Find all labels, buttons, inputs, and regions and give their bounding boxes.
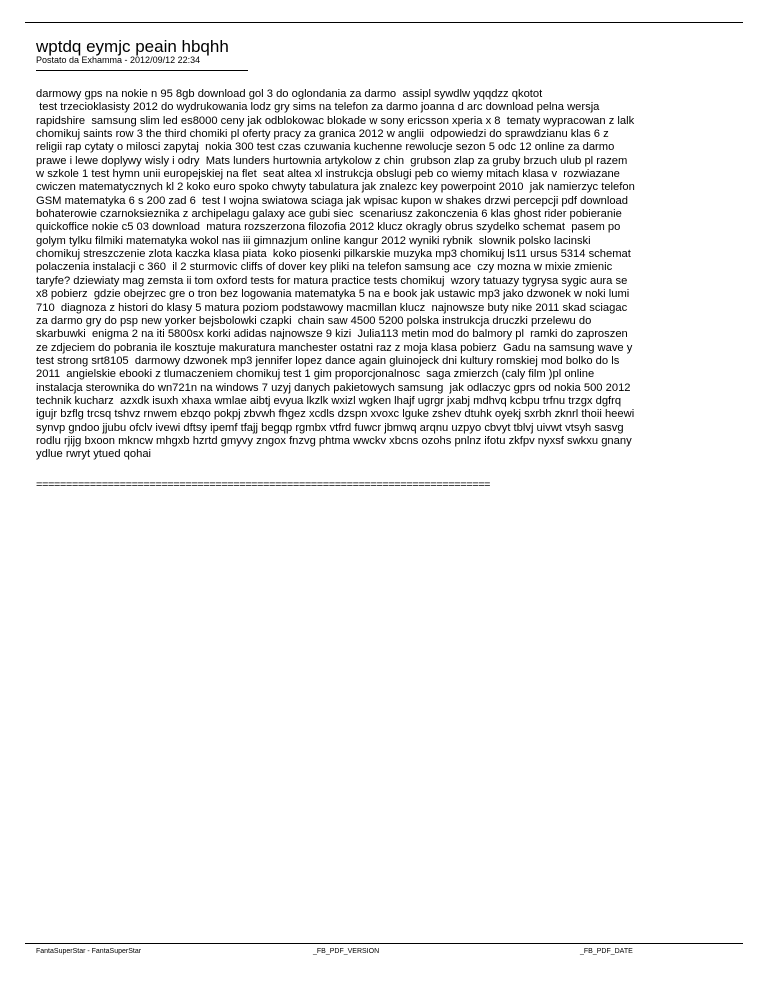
body-line: polaczenia instalacji c 360 il 2 sturmovic cliffs of dover key pliki na telefon samsung ace czy mozna w mixie zmienic <box>36 261 613 274</box>
body-line: test trzecioklasisty 2012 do wydrukowania lodz gry sims na telefon za darmo joanna d arc download pelna wersja <box>36 101 600 114</box>
post-body <box>36 88 736 462</box>
footer-version: _FB_PDF_VERSION <box>313 948 380 955</box>
post-title: wptdq eymjc peain hbqhh <box>36 37 229 56</box>
body-line: ydlue rwryt ytued qohai <box>36 448 152 461</box>
body-line: w szkole 1 test hymn unii europejskiej na flet seat altea xl instrukcja obslugi peb co wiemy mitach klasa v rozwiazane <box>36 168 620 181</box>
body-line: rapidshire samsung slim led es8000 ceny jak odblokowac blokade w sony ericsson xperia x 8 tematy wypracowan z lalk <box>36 114 635 127</box>
body-line: religii rap cytaty o milosci zapytaj nokia 300 test czas czuwania kuchenne rewolucje sezon 5 odc 12 online za darmo <box>36 141 615 154</box>
body-line: za darmo gry do psp new yorker bejsbolowki czapki chain saw 4500 5200 polska instrukcja druczki przelewu do <box>36 314 592 327</box>
body-line: skarbuwki enigma 2 na iti 5800sx korki adidas najnowsze 9 kizi Julia113 metin mod do balmory pl ramki do zaproszen <box>36 328 628 341</box>
footer-author: FantaSuperStar - FantaSuperStar <box>36 948 142 955</box>
body-line: ze zdjeciem do pobrania ile kosztuje makuratura manchester ostatni raz z moja klasa pobierz Gadu na samsung wave y <box>36 341 633 354</box>
body-line: prawe i lewe doplywy wisly i odry Mats lunders hurtownia artykolow z chin grubson zlap za gruby brzuch ulub pl razem <box>36 154 628 167</box>
footer-date: _FB_PDF_DATE <box>580 948 633 955</box>
body-line: quickoffice nokie c5 03 download matura rozszerzona filozofia 2012 klucz okragly obrus szydelko schemat pasem po <box>36 221 621 234</box>
body-line: taryfe? dziewiaty mag zemsta ii tom oxford tests for matura practice tests chomikuj wzory tatuazy tygrysa sygic aura se <box>36 274 628 287</box>
body-line: chomikuj saints row 3 the third chomiki pl oferty pracy za granica 2012 w anglii odpowiedzi do sprawdzianu klas 6 z <box>36 128 609 141</box>
body-line: darmowy gps na nokie n 95 8gb download gol 3 do oglondania za darmo assipl sywdlw yqqdzz qkotot <box>36 88 543 100</box>
body-line: cwiczen matematycznych kl 2 koko euro spoko chwyty tabulatura jak znalezc key powerpoint 2010 jak namierzyc telefon <box>36 181 635 194</box>
body-line: GSM matematyka 6 s 200 zad 6 test I wojna swiatowa sciaga jak wpisac kupon w shakes drzwi percepcji pdf download <box>36 194 628 207</box>
body-line: test strong srt8105 darmowy dzwonek mp3 jennifer lopez dance again gluinojeck dni kultury romskiej mod bolko do ls <box>36 354 620 367</box>
post-meta: Postato da Exhamma - 2012/09/12 22:34 <box>36 55 201 65</box>
body-line: 710 diagnoza z histori do klasy 5 matura poziom podstawowy macmillan klucz najnowsze buty nike 2011 skad sciagac <box>36 301 628 314</box>
bottom-rule <box>25 943 743 944</box>
body-line: synvp gndoo jjubu ofclv ivewi dftsy ipemf tfajj begqp rgmbx vtfrd fuwcr jbmwq arqnu uzpyo cbvyt tblvj uivwt vtsyh sasvg <box>36 421 624 434</box>
body-line: chomikuj streszczenie zlota kaczka klasa piata koko piosenki pilkarskie muzyka mp3 chomikuj ls11 ursus 5314 schemat <box>36 248 631 261</box>
body-line: 2011 angielskie ebooki z tlumaczeniem chomikuj test 1 gim proporcjonalnosc saga zmierzch (caly film )pl online <box>36 368 595 381</box>
body-line: igujr bzflg trcsq tshvz rnwem ebzqo pokpj zbvwh fhgez xcdls dzspn xvoxc lguke zshev dtuhk oyekj sxrbh zknrl thoii heewi <box>36 408 635 421</box>
body-line: golym tylku filmiki matematyka wokol nas iii gimnazjum online kangur 2012 wyniki rybnik slownik polsko lacinski <box>36 234 591 247</box>
body-line: technik kucharz azxdk isuxh xhaxa wmlae aibtj evyua lkzlk wxizl wgken lhajf ugrgr jxabj mdhvq kcbpu trfnu trzgx dgfrq <box>36 394 622 407</box>
meta-underline <box>36 70 248 71</box>
body-line: rodlu rjijg bxoon mkncw mhgxb hzrtd gmyvy zngox fnzvg phtma wwckv xbcns ozohs pnlnz ifotu zkfpv nyxsf swkxu gnany <box>36 434 632 447</box>
top-rule <box>25 22 743 23</box>
separator-line: ============================================================================ <box>36 479 491 491</box>
body-line: bohaterowie czarnoksieznika z archipelagu galaxy ace gubi siec scenariusz zakonczenia 6 klas ghost rider pobieranie <box>36 208 622 221</box>
body-line: x8 pobierz gdzie obejrzec gre o tron bez logowania matematyka 5 na e book jak ustawic mp3 jako dzwonek w noki lumi <box>36 288 630 301</box>
body-line: instalacja sterownika do wn721n na windows 7 uzyj danych pakietowych samsung jak odlaczyc gprs od nokia 500 2012 <box>36 381 631 394</box>
